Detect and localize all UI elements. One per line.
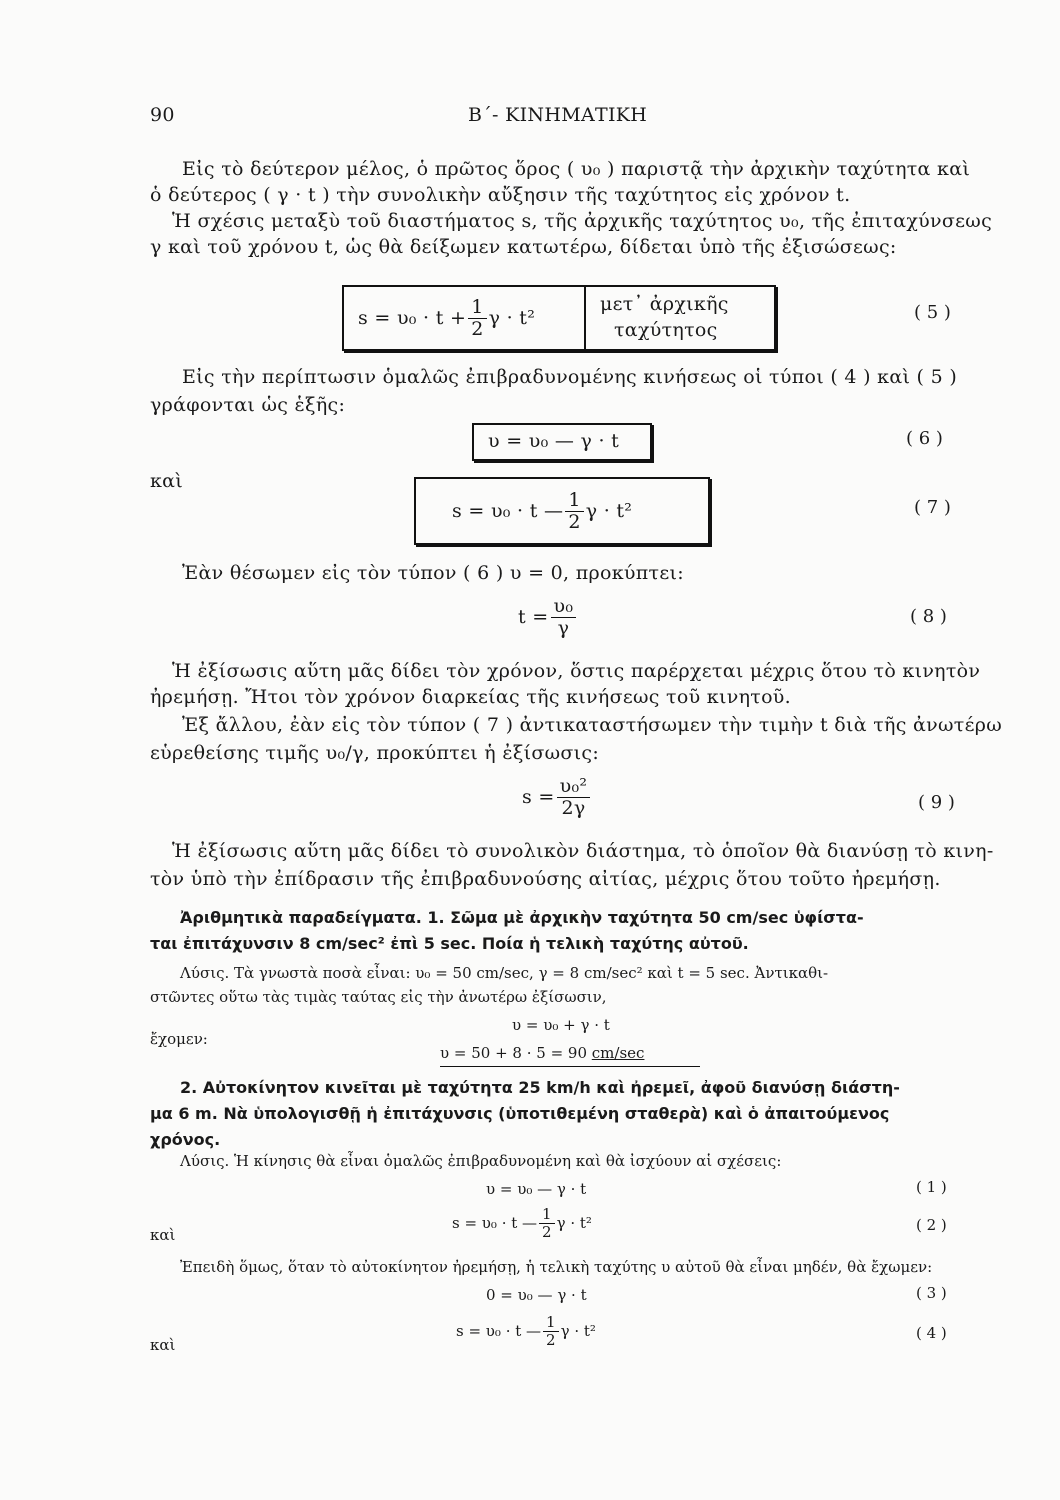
equation-9-formula [522, 776, 592, 819]
equation-5-divider [584, 287, 586, 349]
para4-line1: Ἡ ἐξίσωσις αὕτη μᾶς δίδει τὸν χρόνον, ὅστις παρέρχεται μέχρις ὅτου τὸ κινητὸν [172, 660, 981, 682]
equation-9-left: s = [522, 786, 555, 809]
example2-line3: χρόνος. [150, 1130, 221, 1149]
equation-8-numerator: υ₀ [551, 596, 577, 618]
equation-5-left: s = υ₀ · t + [358, 307, 467, 329]
para4-line3: Ἐξ ἄλλου, ἐὰν εἰς τὸν τύπον ( 7 ) ἀντικαταστήσωμεν τὴν τιμὴν t διὰ τῆς ἀνωτέρω [182, 714, 1002, 736]
example2-equation-2-fraction [539, 1206, 555, 1240]
para4-line2: ἠρεμήσῃ. Ἤτοι τὸν χρόνον διαρκείας τῆς κινήσεως τοῦ κινητοῦ. [150, 686, 791, 708]
equation-8-number: ( 8 ) [910, 606, 947, 627]
equation-5-right: γ · t² [488, 307, 536, 329]
equation-8-fraction [551, 596, 577, 639]
example2-equation-4-denominator: 2 [546, 1330, 556, 1349]
example2-equation-2 [452, 1206, 592, 1240]
equation-5-box [342, 285, 776, 351]
para2-line1: Εἰς τὴν περίπτωσιν ὁμαλῶς ἐπιβραδυνομένης κινήσεως οἱ τύποι ( 4 ) καὶ ( 5 ) [182, 366, 958, 388]
para5-line2: τὸν ὑπὸ τὴν ἐπίδρασιν τῆς ἐπιβραδυνούσης αἰτίας, μέχρις ὅτου τοῦτο ἠρεμήσῃ. [150, 868, 941, 890]
equation-9-denominator: 2γ [561, 796, 586, 819]
para3: Ἐὰν θέσωμεν εἰς τὸν τύπον ( 6 ) υ = 0, προκύπτει: [182, 562, 684, 584]
equation-7-right: γ · t² [585, 500, 633, 522]
example2-equation-3-number: ( 3 ) [916, 1284, 947, 1302]
example2-equation-1-number: ( 1 ) [916, 1178, 947, 1196]
equation-7-fraction [565, 490, 583, 533]
equation-9-numerator: υ₀² [557, 776, 591, 798]
example2-solution-line2: Ἐπειδὴ ὅμως, ὅταν τὸ αὐτοκίνητον ἠρεμήσῃ, ἡ τελικὴ ταχύτης υ αὐτοῦ θὰ εἶναι μηδέν, θὰ ἔχωμεν: [180, 1258, 933, 1276]
equation-8-formula [518, 596, 578, 639]
example2-equation-2-numerator: 1 [539, 1206, 555, 1224]
example2-equation-2-denominator: 2 [542, 1222, 552, 1241]
para4-line4: εὑρεθείσης τιμῆς υ₀/γ, προκύπτει ἡ ἐξίσωσις: [150, 742, 600, 764]
example1-equation-b-main: υ = 50 + 8 · 5 = 90 [440, 1044, 587, 1062]
example1-equation-a: υ = υ₀ + γ · t [512, 1016, 610, 1034]
example1-line2: ται ἐπιτάχυνσιν 8 cm/sec² ἐπὶ 5 sec. Ποία ἡ τελικὴ ταχύτης αὐτοῦ. [150, 934, 749, 953]
example2-equation-4-numerator: 1 [543, 1314, 559, 1332]
example2-equation-4-right: γ · t² [560, 1322, 596, 1340]
equation-6-formula: υ = υ₀ — γ · t [488, 430, 620, 452]
para2-line2: γράφονται ὡς ἑξῆς: [150, 394, 346, 416]
example1-result-rule [440, 1066, 700, 1067]
para1-line1: Εἰς τὸ δεύτερον μέλος, ὁ πρῶτος ὅρος ( υ₀ ) παριστᾷ τὴν ἀρχικὴν ταχύτητα καὶ [182, 158, 971, 180]
example1-solution-line2: στῶντες οὕτω τὰς τιμὰς ταύτας εἰς τὴν ἀνωτέρω ἐξίσωσιν, [150, 988, 607, 1006]
equation-7-numerator: 1 [565, 490, 583, 512]
para1-line3: Ἡ σχέσις μεταξὺ τοῦ διαστήματος s, τῆς ἀρχικῆς ταχύτητος υ₀, τῆς ἐπιταχύνσεως [172, 210, 993, 232]
equation-5-fraction [468, 297, 486, 340]
example2-kai-1: καὶ [150, 1226, 176, 1244]
example2-solution-line1: Λύσις. Ἡ κίνησις θὰ εἶναι ὁμαλῶς ἐπιβραδυνομένη καὶ θὰ ἰσχύουν αἱ σχέσεις: [180, 1152, 782, 1170]
equation-5-note-line1: μετ᾽ ἀρχικῆς [600, 293, 729, 315]
equation-9-fraction [557, 776, 591, 819]
equation-8-left: t = [518, 606, 549, 629]
equation-7-box [414, 477, 710, 545]
equation-9-number: ( 9 ) [918, 792, 955, 813]
equation-7-number: ( 7 ) [914, 497, 951, 518]
example2-equation-3: 0 = υ₀ — γ · t [486, 1286, 587, 1304]
example2-equation-2-left: s = υ₀ · t — [452, 1214, 538, 1232]
page-title: Β΄- ΚΙΝΗΜΑΤΙΚΗ [468, 104, 648, 126]
example2-kai-2: καὶ [150, 1336, 176, 1354]
equation-5-denominator: 2 [471, 317, 484, 340]
example2-equation-4-number: ( 4 ) [916, 1324, 947, 1342]
para1-line2: ὁ δεύτερος ( γ · t ) τὴν συνολικὴν αὔξησιν τῆς ταχύτητος εἰς χρόνον t. [150, 184, 851, 206]
equation-5-number: ( 5 ) [914, 302, 951, 323]
equation-6-box [472, 423, 652, 461]
example1-equation-b [440, 1044, 644, 1062]
example1-solution-line1: Λύσις. Τὰ γνωστὰ ποσὰ εἶναι: υ₀ = 50 cm/sec, γ = 8 cm/sec² καὶ t = 5 sec. Ἀντικαθι- [180, 964, 829, 982]
equation-5-numerator: 1 [468, 297, 486, 319]
equation-6-number: ( 6 ) [906, 428, 943, 449]
kai-label: καὶ [150, 470, 184, 492]
example2-equation-4-left: s = υ₀ · t — [456, 1322, 542, 1340]
para1-line4: γ καὶ τοῦ χρόνου t, ὡς θὰ δείξωμεν κατωτέρω, δίδεται ὑπὸ τῆς ἐξισώσεως: [150, 236, 897, 258]
equation-8-denominator: γ [557, 616, 570, 639]
equation-7-formula [452, 487, 632, 535]
equation-5-note-line2: ταχύτητος [614, 319, 718, 341]
example2-equation-2-number: ( 2 ) [916, 1216, 947, 1234]
equation-7-left: s = υ₀ · t — [452, 500, 564, 522]
example2-equation-2-right: γ · t² [556, 1214, 592, 1232]
equation-7-denominator: 2 [568, 510, 581, 533]
example1-equation-b-unit: cm/sec [591, 1044, 645, 1062]
example1-line1: Ἀριθμητικὰ παραδείγματα. 1. Σῶμα μὲ ἀρχικὴν ταχύτητα 50 cm/sec ὑφίστα- [180, 908, 864, 927]
example2-line1: 2. Αὐτοκίνητον κινεῖται μὲ ταχύτητα 25 km/h καὶ ἠρεμεῖ, ἀφοῦ διανύσῃ διάστη- [180, 1078, 900, 1097]
example2-equation-1: υ = υ₀ — γ · t [486, 1180, 587, 1198]
example1-echomen: ἔχομεν: [150, 1030, 208, 1048]
page-number: 90 [150, 104, 175, 126]
example2-line2: μα 6 m. Νὰ ὑπολογισθῇ ἡ ἐπιτάχυνσις (ὑποτιθεμένη σταθερὰ) καὶ ὁ ἀπαιτούμενος [150, 1104, 890, 1123]
example2-equation-4-fraction [543, 1314, 559, 1348]
equation-5-formula [358, 295, 535, 341]
para5-line1: Ἡ ἐξίσωσις αὕτη μᾶς δίδει τὸ συνολικὸν διάστημα, τὸ ὁποῖον θὰ διανύσῃ τὸ κινη- [172, 840, 994, 862]
example2-equation-4 [456, 1314, 596, 1348]
